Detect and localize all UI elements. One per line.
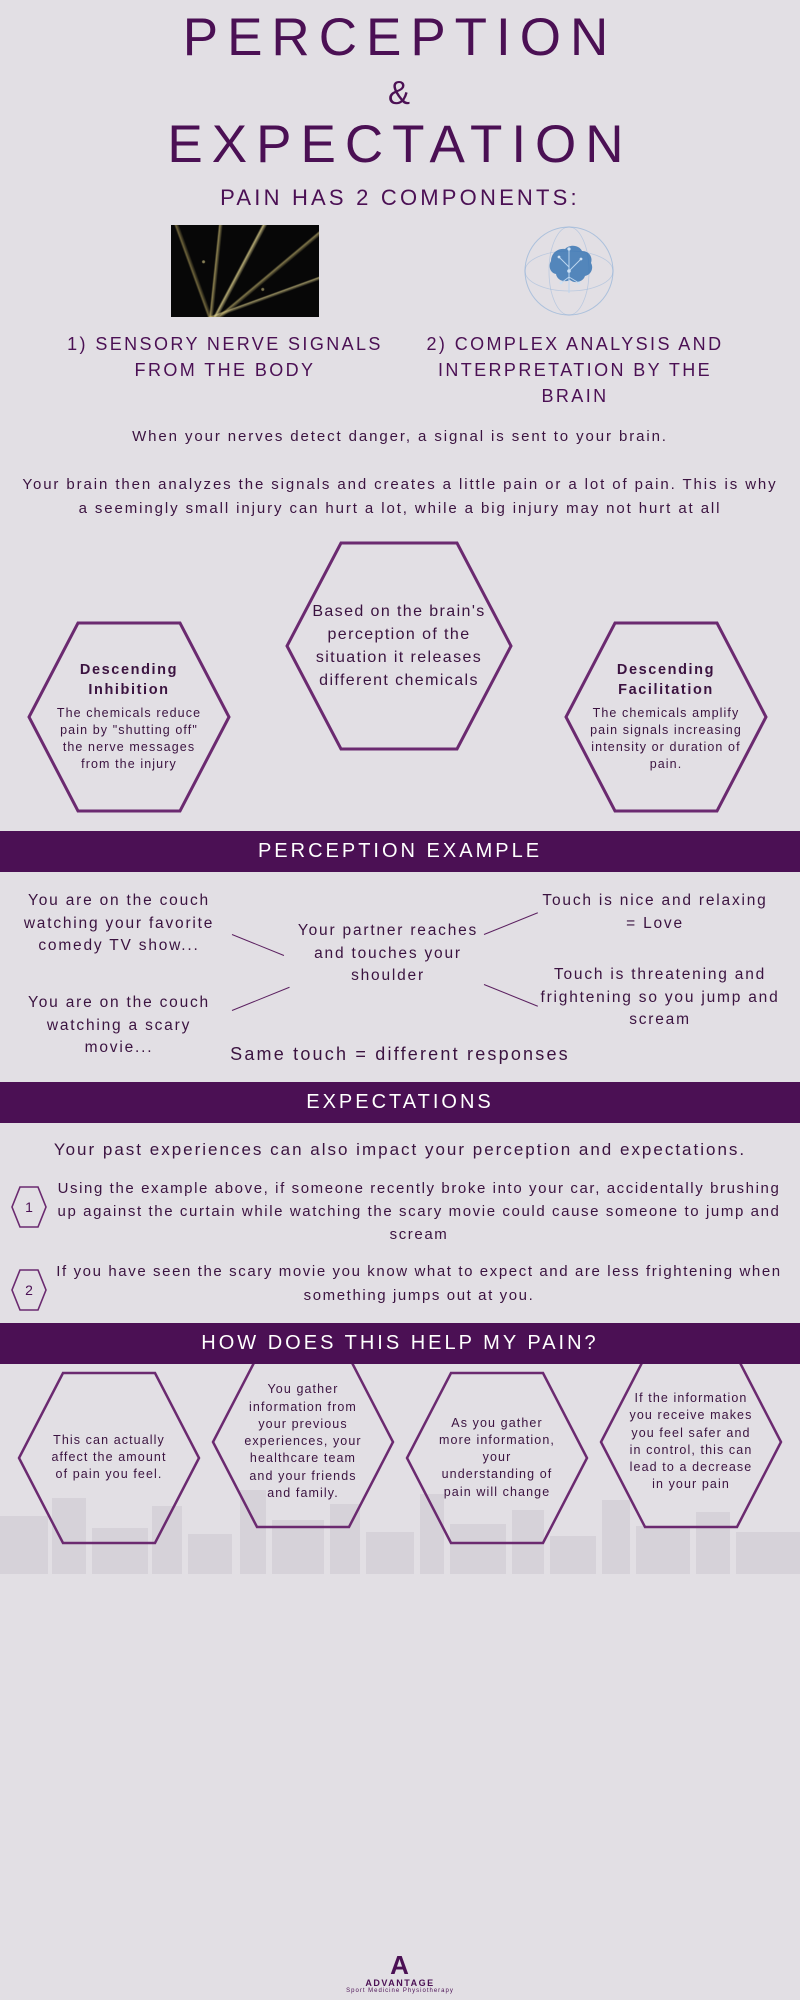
expectations-item-1-text: Using the example above, if someone recently broke into your car, accidentally brushing up against the curtain while watching the scary movie could cause someone to jump and scream: [57, 1179, 781, 1244]
connector-left-top: [232, 934, 284, 956]
page-title-ampersand: &: [387, 73, 412, 111]
example-middle: Your partner reaches and touches your shoulder: [297, 922, 479, 984]
paragraph-nerve-signal: When your nerves detect danger, a signal is sent to your brain.: [132, 428, 668, 446]
page-title-line2: EXPECTATION: [167, 115, 633, 175]
expectations-item-1: [0, 1177, 800, 1247]
expectations-lead-text: Your past experiences can also impact your perception and expectations.: [53, 1140, 747, 1160]
number-hex-2: [10, 1268, 48, 1312]
hex-center-text: Based on the brain's perception of the situation it releases different chemicals: [312, 602, 486, 690]
logo-block: [0, 1952, 800, 1994]
hex-right-label: [562, 661, 770, 773]
help-hex-1: [16, 1370, 202, 1546]
title-block: [0, 0, 800, 211]
help-hex-4: [598, 1364, 784, 1530]
perception-example-diagram: [0, 872, 800, 1082]
example-right-top: Touch is nice and relaxing = Love: [542, 892, 768, 932]
hex-left-text: The chemicals reduce pain by "shutting off" the nerve messages from the injury: [56, 706, 202, 771]
help-hex-3: [404, 1370, 590, 1546]
brain-network-image: [509, 225, 629, 317]
nerve-fibers-image: [171, 225, 319, 317]
number-hex-1-label: 1: [25, 1198, 33, 1215]
hex-right-text: The chemicals amplify pain signals increasing intensity or duration of pain.: [590, 706, 742, 771]
example-left-bottom: You are on the couch watching a scary movie...: [28, 994, 210, 1056]
hex-descending-inhibition: [25, 619, 233, 815]
help-hex-4-text: If the information you receive makes you feel safer and in control, this can lead to a decrease in your pain: [629, 1391, 753, 1492]
section-bar-help-my-pain: HOW DOES THIS HELP MY PAIN?: [0, 1323, 800, 1364]
page-title-line1: PERCEPTION: [182, 8, 618, 67]
logo-subtitle: Sport Medicine Physiotherapy: [346, 1988, 454, 1994]
help-hex-2: [210, 1364, 396, 1530]
hex-center-label: [283, 600, 515, 693]
hex-right-title: Descending Facilitation: [616, 662, 716, 698]
number-hex-1: [10, 1185, 48, 1229]
component-sensory-nerve: 1) SENSORY NERVE SIGNALS FROM THE BODY: [67, 333, 383, 380]
component-brain-analysis: 2) COMPLEX ANALYSIS AND INTERPRETATION BY THE BRAIN: [426, 333, 724, 406]
help-hex-row: [0, 1370, 800, 1546]
paragraph-brain-analysis: Your brain then analyzes the signals and creates a little pain or a lot of pain. This is why a seemingly small injury can hurt a lot, while a big injury may not hurt at all: [22, 476, 778, 518]
example-conclusion: Same touch = different responses: [230, 1044, 570, 1065]
help-hex-2-text: You gather information from your previous experiences, your healthcare team and your friends and family.: [244, 1382, 362, 1500]
expectations-item-2: [0, 1260, 800, 1307]
connector-right-bottom: [484, 984, 538, 1007]
expectations-item-2-text: If you have seen the scary movie you know what to expect and are less frightening when something jumps out at you.: [56, 1263, 782, 1304]
hex-left-label: [25, 661, 233, 773]
page-subtitle: PAIN HAS 2 COMPONENTS:: [220, 184, 580, 210]
hex-left-title: Descending Inhibition: [79, 662, 179, 698]
section-bar-expectations: EXPECTATIONS: [0, 1082, 800, 1123]
help-hex-1-text: This can actually affect the amount of pain you feel.: [51, 1432, 167, 1482]
example-left-top: You are on the couch watching your favorite comedy TV show...: [23, 892, 215, 954]
help-hex-3-text: As you gather more information, your understanding of pain will change: [439, 1415, 555, 1499]
connector-right-top: [484, 912, 538, 935]
example-right-bottom: Touch is threatening and frightening so you jump and scream: [540, 966, 780, 1028]
logo-mark: A: [390, 1950, 410, 1980]
pain-components-row: [0, 331, 800, 409]
hex-center-perception: [283, 539, 515, 753]
images-row: [0, 225, 800, 317]
section-bar-perception-example: PERCEPTION EXAMPLE: [0, 831, 800, 872]
number-hex-2-label: 2: [25, 1282, 33, 1299]
hex-descending-facilitation: [562, 619, 770, 815]
chemicals-hex-zone: [0, 531, 800, 831]
logo-name: ADVANTAGE: [365, 1978, 435, 1988]
connector-left-bottom: [232, 987, 290, 1011]
help-hex-row-area: [0, 1364, 800, 1574]
